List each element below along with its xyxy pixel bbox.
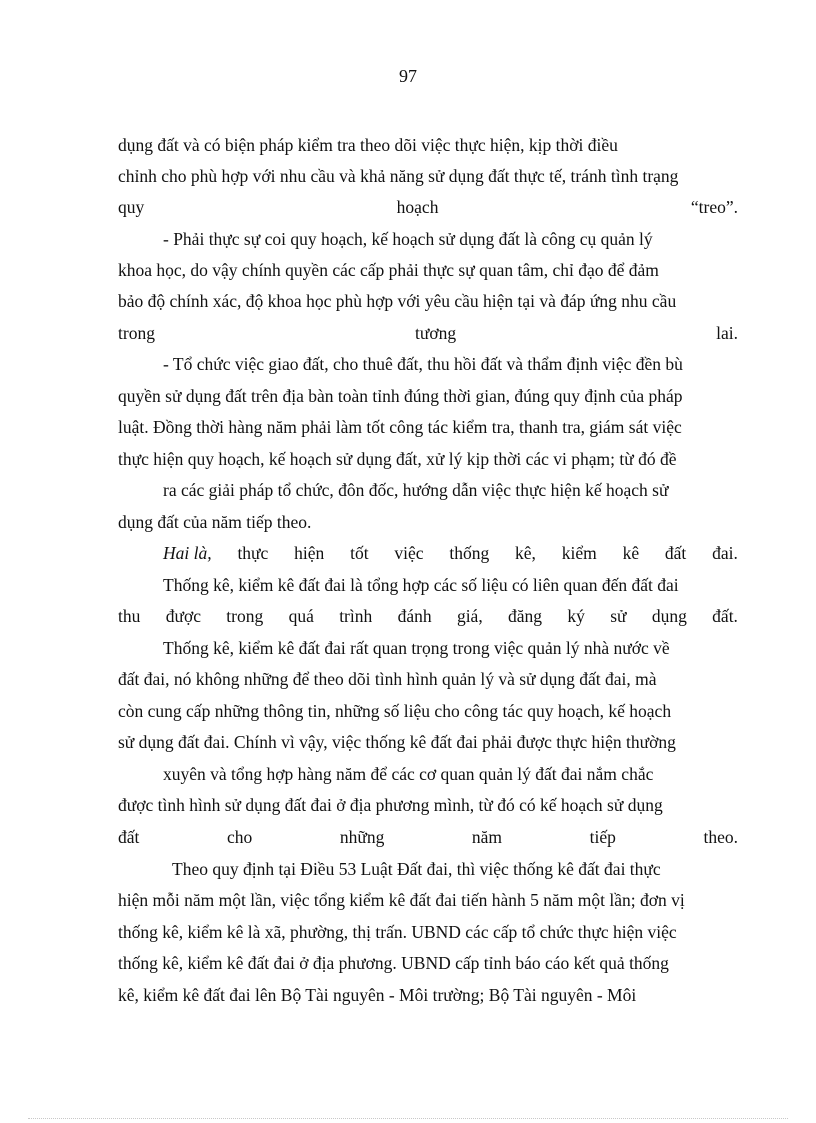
text-line: thực hiện quy hoạch, kế hoạch sử dụng đất, xử lý kịp thời các vi phạm; từ đó đề [118, 449, 677, 469]
text-line: dụng đất của năm tiếp theo. [118, 512, 312, 532]
text-line: thống kê, kiểm kê đất đai ở địa phương. UBND cấp tỉnh báo cáo kết quả thống [118, 953, 669, 973]
text-line: luật. Đồng thời hàng năm phải làm tốt công tác kiểm tra, thanh tra, giám sát việc [118, 417, 682, 437]
text-line: Thống kê, kiểm kê đất đai rất quan trọng trong việc quản lý nhà nước về [163, 638, 670, 658]
text-line: xuyên và tổng hợp hàng năm để các cơ quan quản lý đất đai nắm chắc [163, 764, 654, 784]
text-line: - Phải thực sự coi quy hoạch, kế hoạch sử dụng đất là công cụ quản lý [163, 229, 653, 249]
text-line: chỉnh cho phù hợp với nhu cầu và khả năng sử dụng đất thực tế, tránh tình trạng [118, 166, 679, 186]
text-line: sử dụng đất đai. Chính vì vậy, việc thống kê đất đai phải được thực hiện thường [118, 732, 676, 752]
text-line: dụng đất và có biện pháp kiểm tra theo dõi việc thực hiện, kịp thời điều [118, 135, 618, 155]
text-line: được tình hình sử dụng đất đai ở địa phương mình, từ đó có kế hoạch sử dụng [118, 795, 663, 815]
page-bottom-rule [28, 1118, 788, 1119]
text-line: bảo độ chính xác, độ khoa học phù hợp với yêu cầu hiện tại và đáp ứng nhu cầu [118, 291, 677, 311]
text-line: khoa học, do vậy chính quyền các cấp phải thực sự quan tâm, chỉ đạo để đảm [118, 260, 659, 280]
text-line: hiện mỗi năm một lần, việc tổng kiểm kê đất đai tiến hành 5 năm một lần; đơn vị [118, 890, 685, 910]
text-line: quyền sử dụng đất trên địa bàn toàn tỉnh đúng thời gian, đúng quy định của pháp [118, 386, 683, 406]
text-line: ra các giải pháp tổ chức, đôn đốc, hướng dẫn việc thực hiện kế hoạch sử [163, 480, 669, 500]
page-number: 97 [399, 66, 417, 86]
text-line: còn cung cấp những thông tin, những số liệu cho công tác quy hoạch, kế hoạch [118, 701, 672, 721]
text-line: thu được trong quá trình đánh giá, đăng ký sử dụng đất. [118, 606, 738, 626]
text-line: quy hoạch “treo”. [118, 197, 738, 217]
text-line: Theo quy định tại Điều 53 Luật Đất đai, thì việc thống kê đất đai thực [172, 859, 661, 879]
text-line: đất cho những năm tiếp theo. [118, 827, 738, 847]
text-line: thống kê, kiểm kê là xã, phường, thị trấn. UBND các cấp tổ chức thực hiện việc [118, 922, 677, 942]
text-line: Thống kê, kiểm kê đất đai là tổng hợp các số liệu có liên quan đến đất đai [163, 575, 679, 595]
text-line: trong tương lai. [118, 323, 738, 343]
text-line: - Tổ chức việc giao đất, cho thuê đất, thu hồi đất và thẩm định việc đền bù [163, 354, 683, 374]
text-line: đất đai, nó không những để theo dõi tình hình quản lý và sử dụng đất đai, mà [118, 669, 657, 689]
text-line: kê, kiểm kê đất đai lên Bộ Tài nguyên - Môi trường; Bộ Tài nguyên - Môi [118, 985, 637, 1005]
text-line: Hai là, thực hiện tốt việc thống kê, kiểm kê đất đai. [163, 543, 738, 563]
